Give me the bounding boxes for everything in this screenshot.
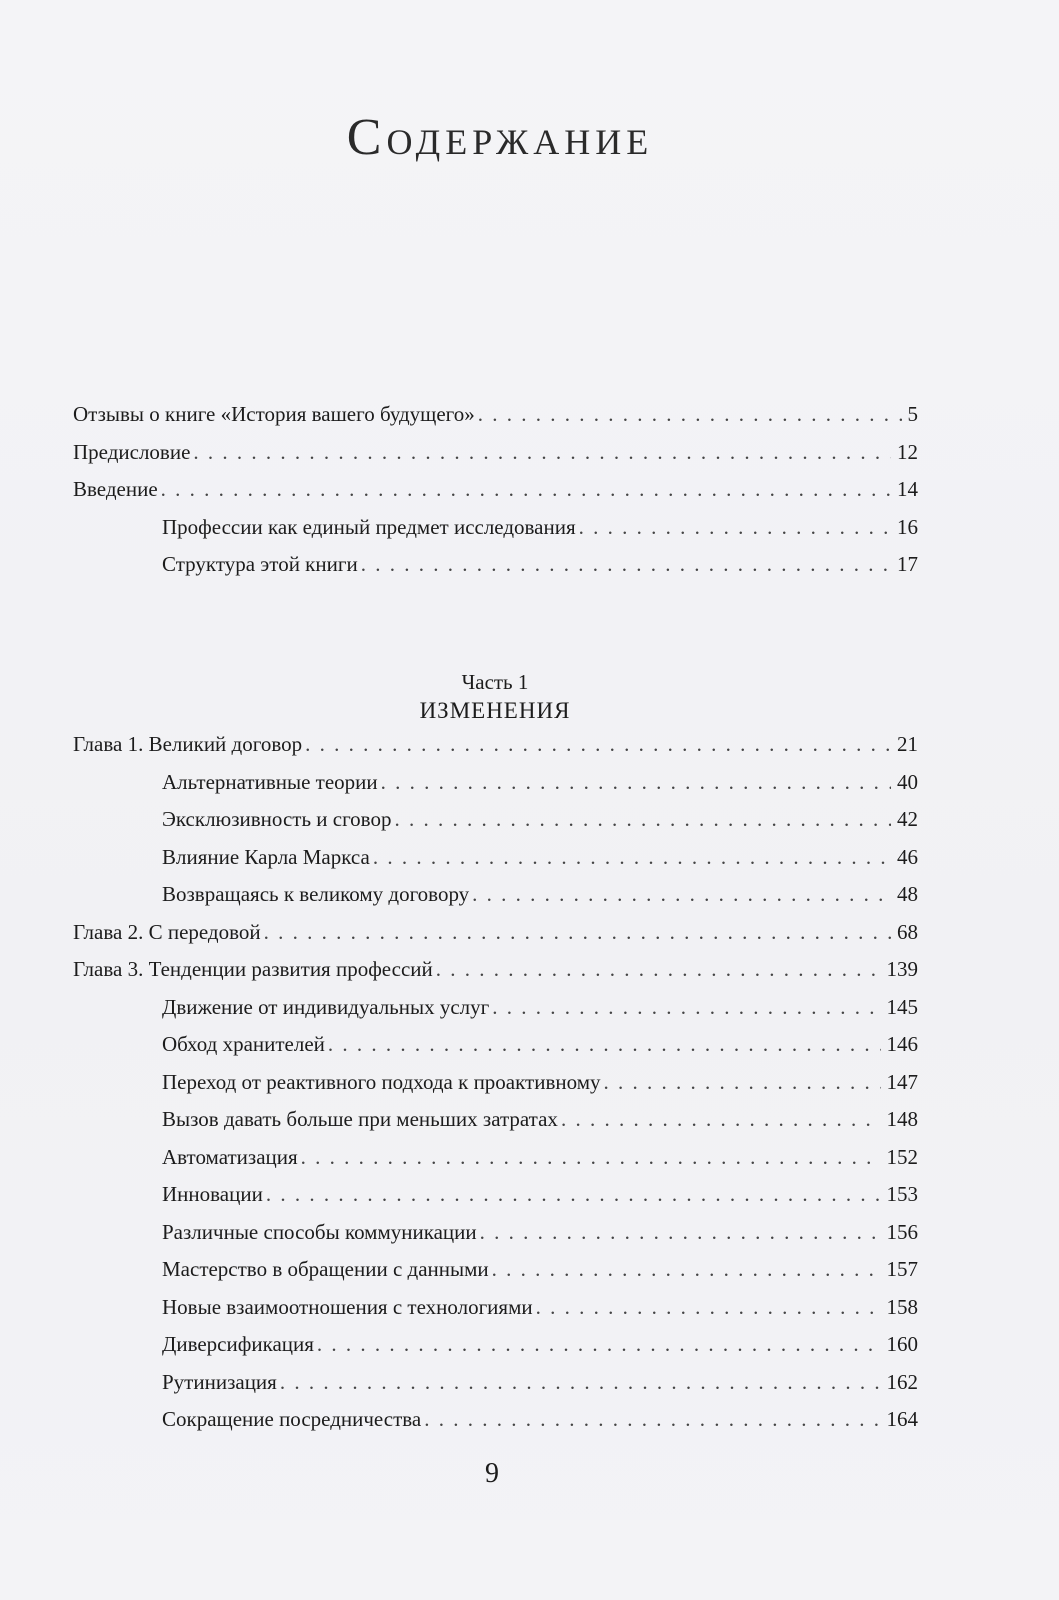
toc-entry-page: 46 xyxy=(897,844,918,869)
toc-entry xyxy=(73,732,918,770)
toc-entry-page: 157 xyxy=(886,1257,918,1281)
toc-entry-title: Альтернативные теории xyxy=(162,769,378,794)
toc-leader-dots xyxy=(193,440,891,465)
page-number: 9 xyxy=(485,1458,499,1489)
toc-entry-page: 14 xyxy=(897,477,918,501)
toc-leader-dots xyxy=(381,770,891,795)
toc-subentry xyxy=(73,552,918,590)
toc-entry-page: 68 xyxy=(897,919,918,944)
toc-leader-dots xyxy=(424,1407,880,1432)
toc-subentry xyxy=(73,1370,918,1408)
chapter-list xyxy=(73,732,918,1445)
toc-leader-dots xyxy=(478,402,902,427)
toc-leader-dots xyxy=(280,1370,881,1395)
toc-entry-page: 152 xyxy=(886,1144,918,1169)
toc-entry-title: Движение от индивидуальных услуг xyxy=(162,994,490,1019)
toc-subentry xyxy=(73,515,918,553)
toc-subentry xyxy=(73,995,918,1033)
toc-entry-page: 153 xyxy=(886,1182,918,1206)
toc-entry-title: Глава 3. Тенденции развития профессий xyxy=(73,957,433,981)
toc-entry xyxy=(73,477,918,515)
toc-entry-title: Предисловие xyxy=(73,439,191,464)
toc-entry-title: Введение xyxy=(73,477,158,501)
toc-subentry xyxy=(73,1032,918,1070)
toc-entry-title: Различные способы коммуникации xyxy=(162,1219,477,1244)
toc-subentry xyxy=(73,1070,918,1108)
toc-leader-dots xyxy=(492,995,880,1020)
toc-entry-page: 164 xyxy=(886,1407,918,1431)
toc-subentry xyxy=(73,845,918,883)
toc-leader-dots xyxy=(492,1257,881,1282)
toc-leader-dots xyxy=(161,477,891,502)
toc-entry-title: Профессии как единый предмет исследования xyxy=(162,514,576,539)
toc-entry-page: 145 xyxy=(886,994,918,1019)
toc-subentry xyxy=(73,1407,918,1445)
toc-leader-dots xyxy=(266,1182,881,1207)
toc-entry-title: Инновации xyxy=(162,1182,263,1206)
toc-entry-title: Глава 2. С передовой xyxy=(73,919,261,944)
toc-subentry xyxy=(73,1257,918,1295)
toc-entry xyxy=(73,402,918,440)
toc-subentry xyxy=(73,807,918,845)
toc-leader-dots xyxy=(561,1107,881,1132)
toc-entry-title: Обход хранителей xyxy=(162,1032,325,1056)
toc-entry-page: 160 xyxy=(886,1332,918,1356)
toc-entry-page: 156 xyxy=(886,1219,918,1244)
toc-entry-title: Вызов давать больше при меньших затратах xyxy=(162,1107,558,1131)
toc-entry-page: 158 xyxy=(886,1294,918,1319)
toc-leader-dots xyxy=(480,1220,881,1245)
toc-entry-title: Возвращаясь к великому договору xyxy=(162,882,470,906)
toc-entry-page: 146 xyxy=(886,1032,918,1056)
toc-entry-page: 148 xyxy=(886,1107,918,1131)
toc-leader-dots xyxy=(604,1070,881,1095)
toc-entry-title: Автоматизация xyxy=(162,1144,298,1169)
toc-leader-dots xyxy=(472,882,891,907)
toc-subentry xyxy=(73,1107,918,1145)
toc-entry-title: Переход от реактивного подхода к проактивному xyxy=(162,1069,601,1094)
toc-entry-title: Структура этой книги xyxy=(162,552,358,576)
toc-entry xyxy=(73,920,918,958)
part-title: ИЗМЕНЕНИЯ xyxy=(419,698,571,723)
toc-entry-page: 147 xyxy=(886,1069,918,1094)
toc-entry-page: 5 xyxy=(907,402,918,426)
toc-subentry xyxy=(73,1220,918,1258)
toc-entry-page: 139 xyxy=(886,957,918,981)
toc-subentry xyxy=(73,770,918,808)
toc-leader-dots xyxy=(436,957,881,982)
toc-leader-dots xyxy=(361,552,891,577)
toc-entry-page: 12 xyxy=(897,439,918,464)
toc-subentry xyxy=(73,1182,918,1220)
toc-leader-dots xyxy=(301,1145,881,1170)
toc-entry-page: 42 xyxy=(897,807,918,831)
toc-entry xyxy=(73,440,918,478)
toc-subentry xyxy=(73,1145,918,1183)
toc-entry-page: 21 xyxy=(897,732,918,756)
toc-subentry xyxy=(73,882,918,920)
toc-entry-title: Диверсификация xyxy=(162,1332,314,1356)
toc-entry-title: Рутинизация xyxy=(162,1369,277,1394)
toc-entry-title: Отзывы о книге «История вашего будущего» xyxy=(73,402,475,426)
toc-leader-dots xyxy=(394,807,891,832)
toc-leader-dots xyxy=(536,1295,881,1320)
toc-entry-page: 48 xyxy=(897,882,918,906)
toc-entry-title: Эксклюзивность и сговор xyxy=(162,807,392,831)
toc-subentry xyxy=(73,1295,918,1333)
toc-entry-title: Сокращение посредничества xyxy=(162,1407,422,1431)
toc-entry-title: Глава 1. Великий договор xyxy=(73,732,303,756)
toc-leader-dots xyxy=(264,920,891,945)
toc-leader-dots xyxy=(317,1332,881,1357)
toc-entry-page: 16 xyxy=(897,514,918,539)
toc-leader-dots xyxy=(579,515,891,540)
part-label: Часть 1 xyxy=(461,670,529,694)
page-title: Содержание xyxy=(346,109,654,166)
toc-entry-page: 17 xyxy=(897,552,918,576)
toc-entry-page: 162 xyxy=(886,1369,918,1394)
front-matter-list xyxy=(73,402,918,590)
toc-entry-page: 40 xyxy=(897,769,918,794)
toc-entry-title: Мастерство в обращении с данными xyxy=(162,1257,489,1281)
toc-entry-title: Новые взаимоотношения с технологиями xyxy=(162,1294,533,1319)
toc-entry-title: Влияние Карла Маркса xyxy=(162,844,370,869)
toc-entry xyxy=(73,957,918,995)
toc-subentry xyxy=(73,1332,918,1370)
toc-leader-dots xyxy=(305,732,891,757)
toc-leader-dots xyxy=(373,845,891,870)
toc-leader-dots xyxy=(328,1032,881,1057)
